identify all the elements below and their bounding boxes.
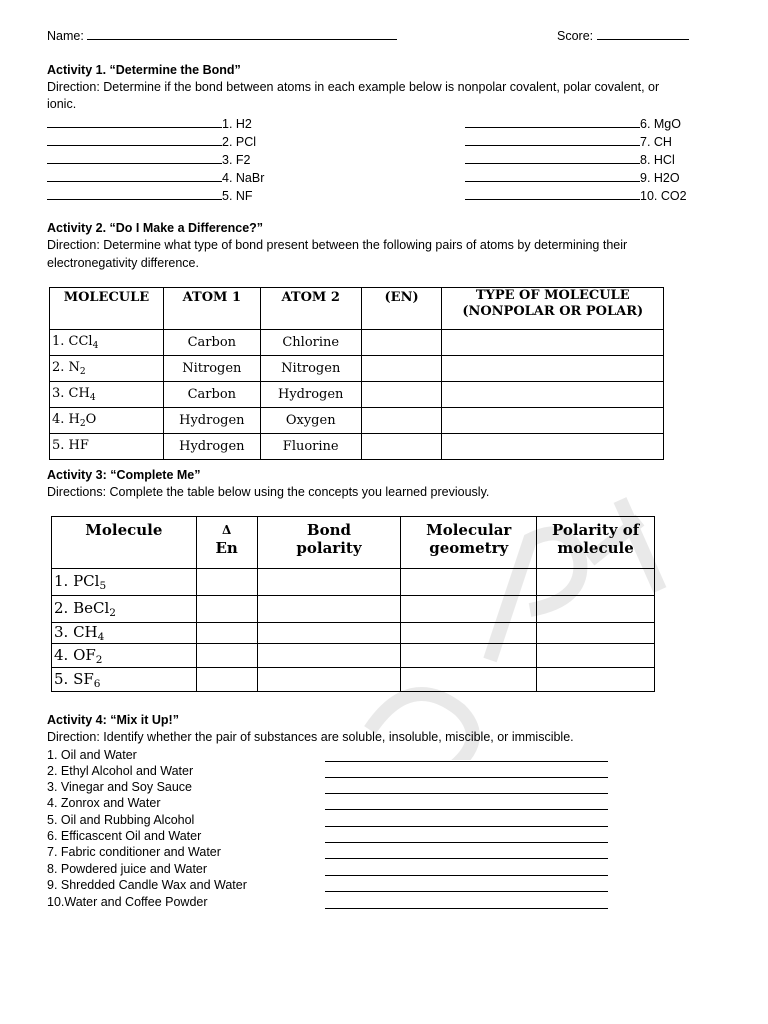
atom2-cell: Oxygen	[260, 408, 361, 434]
table-row	[50, 434, 664, 460]
table-header-row	[52, 517, 655, 569]
answer-blank[interactable]	[325, 761, 608, 762]
answer-blank[interactable]	[47, 169, 222, 182]
table-row	[50, 382, 664, 408]
answer-blank[interactable]	[47, 133, 222, 146]
table-row	[50, 330, 664, 356]
atom1-cell: Hydrogen	[163, 408, 260, 434]
polarity-cell[interactable]	[537, 623, 655, 644]
header-bond-polarity	[257, 517, 401, 569]
molecule-formula: 3. CH	[54, 623, 98, 641]
answer-blank[interactable]	[465, 115, 640, 128]
name-label: Name:	[47, 29, 84, 43]
type-answer-cell[interactable]	[442, 382, 664, 408]
delta-symbol: Δ	[222, 523, 232, 537]
item-label: 4. NaBr	[222, 171, 265, 185]
atom2-cell: Chlorine	[260, 330, 361, 356]
item-label: 2. PCl	[222, 135, 257, 149]
activity1-title: Activity 1. “Determine the Bond”	[47, 63, 241, 77]
subscript: 6	[93, 677, 101, 690]
molecule-formula: 5. HF	[52, 438, 89, 453]
activity1-item	[465, 187, 687, 205]
type-answer-cell[interactable]	[442, 434, 664, 460]
header-type-line2: (NONPOLAR OR POLAR)	[462, 304, 644, 319]
molecule-formula-tail: O	[85, 412, 97, 427]
atom2-cell: Nitrogen	[260, 356, 361, 382]
name-field	[47, 27, 397, 43]
activity4-item: 7. Fabric conditioner and Water	[47, 845, 221, 859]
molecule-cell	[52, 569, 197, 596]
bond-polarity-cell[interactable]	[257, 644, 401, 668]
en-answer-cell[interactable]	[361, 408, 442, 434]
subscript: 2	[79, 367, 86, 377]
subscript: 2	[95, 653, 103, 666]
atom1-cell: Nitrogen	[163, 356, 260, 382]
answer-blank[interactable]	[465, 151, 640, 164]
item-label: 9. H2O	[640, 171, 680, 185]
table-row	[52, 668, 655, 692]
header-molecular-geometry	[401, 517, 537, 569]
geometry-cell[interactable]	[401, 596, 537, 623]
item-label: 5. NF	[222, 189, 253, 203]
geometry-cell[interactable]	[401, 569, 537, 596]
polarity-cell[interactable]	[537, 668, 655, 692]
table-row	[52, 644, 655, 668]
en-answer-cell[interactable]	[196, 569, 257, 596]
bond-polarity-cell[interactable]	[257, 623, 401, 644]
item-label: 7. CH	[640, 135, 672, 149]
activity4-item: 3. Vinegar and Soy Sauce	[47, 780, 193, 794]
header-pol-line1: Polarity of	[551, 521, 640, 539]
answer-blank[interactable]	[325, 826, 608, 827]
header-bond-line2: polarity	[296, 539, 362, 557]
header-delta-en	[196, 517, 257, 569]
atom1-cell: Hydrogen	[163, 434, 260, 460]
answer-blank[interactable]	[325, 809, 608, 810]
geometry-cell[interactable]	[401, 623, 537, 644]
molecule-cell	[50, 356, 164, 382]
atom2-cell: Hydrogen	[260, 382, 361, 408]
item-label: 10. CO2	[640, 189, 687, 203]
molecule-cell	[50, 382, 164, 408]
answer-blank[interactable]	[47, 115, 222, 128]
geometry-cell[interactable]	[401, 668, 537, 692]
type-answer-cell[interactable]	[442, 356, 664, 382]
type-answer-cell[interactable]	[442, 408, 664, 434]
activity2-direction: Direction: Determine what type of bond present between the following pairs of atoms by determining their	[47, 238, 628, 252]
activity2-direction-cont: electronegativity difference.	[47, 256, 199, 270]
activity4-item: 1. Oil and Water	[47, 748, 137, 762]
header-polarity-of-molecule	[537, 517, 655, 569]
score-field	[557, 27, 689, 43]
header-molecule: MOLECULE	[50, 288, 164, 330]
activity4-direction: Direction: Identify whether the pair of substances are soluble, insoluble, miscible, or immiscible.	[47, 730, 574, 744]
answer-blank[interactable]	[325, 842, 608, 843]
answer-blank[interactable]	[325, 858, 608, 859]
polarity-cell[interactable]	[537, 569, 655, 596]
activity3-table	[51, 516, 655, 692]
item-label: 8. HCl	[640, 153, 675, 167]
molecule-formula: 3. CH	[52, 386, 90, 401]
item-label: 1. H2	[222, 117, 252, 131]
header-en: (EN)	[361, 288, 442, 330]
en-answer-cell[interactable]	[196, 623, 257, 644]
activity1-item	[465, 151, 687, 169]
table-row	[50, 408, 664, 434]
header-atom2: ATOM 2	[260, 288, 361, 330]
header-en: En	[215, 539, 238, 557]
activity3-title: Activity 3: “Complete Me”	[47, 468, 201, 482]
bond-polarity-cell[interactable]	[257, 569, 401, 596]
activity4-item: 10.Water and Coffee Powder	[47, 895, 208, 909]
atom1-cell: Carbon	[163, 330, 260, 356]
name-blank[interactable]	[87, 27, 397, 40]
score-label: Score:	[557, 29, 594, 43]
molecule-formula: 1. CCl	[52, 334, 93, 349]
molecule-cell	[50, 434, 164, 460]
molecule-cell	[50, 330, 164, 356]
header-type-line1: TYPE OF MOLECULE	[475, 288, 630, 303]
activity4-item: 6. Efficascent Oil and Water	[47, 829, 202, 843]
activity1-direction: Direction: Determine if the bond between atoms in each example below is nonpolar covalent, polar covalent, or	[47, 80, 660, 94]
header-type	[442, 288, 664, 330]
en-answer-cell[interactable]	[196, 668, 257, 692]
en-answer-cell[interactable]	[196, 644, 257, 668]
en-answer-cell[interactable]	[361, 330, 442, 356]
molecule-formula: 4. H	[52, 412, 80, 427]
activity3-direction: Directions: Complete the table below using the concepts you learned previously.	[47, 485, 490, 499]
subscript: 4	[92, 341, 99, 351]
en-answer-cell[interactable]	[361, 356, 442, 382]
score-blank[interactable]	[597, 27, 689, 40]
activity1-item	[47, 151, 264, 169]
activity1-left-list	[47, 115, 264, 205]
activity1-direction-cont: ionic.	[47, 97, 77, 111]
en-answer-cell[interactable]	[361, 382, 442, 408]
header-atom1: ATOM 1	[163, 288, 260, 330]
subscript: 5	[99, 580, 107, 592]
activity2-title: Activity 2. “Do I Make a Difference?”	[47, 221, 264, 235]
activity1-item	[465, 115, 687, 133]
activity1-item	[47, 187, 264, 205]
activity4-item: 8. Powdered juice and Water	[47, 862, 208, 876]
answer-blank[interactable]	[325, 793, 608, 794]
answer-blank[interactable]	[465, 169, 640, 182]
subscript: 4	[89, 393, 96, 403]
activity2-table	[49, 287, 664, 460]
en-answer-cell[interactable]	[196, 596, 257, 623]
header-molecule: Molecule	[52, 517, 197, 569]
header-pol-line2: molecule	[557, 539, 634, 557]
molecule-formula: 4. OF	[54, 645, 96, 664]
table-header-row	[50, 288, 664, 330]
bond-polarity-cell[interactable]	[257, 596, 401, 623]
molecule-cell	[50, 408, 164, 434]
molecule-cell	[52, 644, 197, 668]
activity4-item: 5. Oil and Rubbing Alcohol	[47, 813, 195, 827]
activity1-item	[47, 169, 264, 187]
en-answer-cell[interactable]	[361, 434, 442, 460]
molecule-cell	[52, 623, 197, 644]
polarity-cell[interactable]	[537, 644, 655, 668]
bond-polarity-cell[interactable]	[257, 668, 401, 692]
activity4-item: 9. Shredded Candle Wax and Water	[47, 878, 247, 892]
molecule-formula: 2. BeCl	[54, 599, 110, 617]
table-row	[52, 623, 655, 644]
header-geo-line1: Molecular	[426, 521, 512, 539]
item-label: 6. MgO	[640, 117, 681, 131]
item-label: 3. F2	[222, 153, 251, 167]
molecule-formula: 1. PCl	[54, 572, 100, 590]
subscript: 2	[79, 419, 86, 429]
subscript: 4	[97, 631, 105, 643]
header-geo-line2: geometry	[429, 539, 509, 557]
activity4-item: 2. Ethyl Alcohol and Water	[47, 764, 194, 778]
atom2-cell: Fluorine	[260, 434, 361, 460]
table-row	[52, 569, 655, 596]
answer-blank[interactable]	[47, 187, 222, 200]
molecule-cell	[52, 668, 197, 692]
molecule-formula: 5. SF	[54, 669, 94, 688]
answer-blank[interactable]	[325, 908, 608, 909]
activity1-item	[47, 115, 264, 133]
type-answer-cell[interactable]	[442, 330, 664, 356]
atom1-cell: Carbon	[163, 382, 260, 408]
molecule-formula: 2. N	[52, 360, 80, 375]
activity1-item	[465, 169, 687, 187]
geometry-cell[interactable]	[401, 644, 537, 668]
answer-blank[interactable]	[465, 187, 640, 200]
answer-blank[interactable]	[325, 891, 608, 892]
molecule-cell	[52, 596, 197, 623]
polarity-cell[interactable]	[537, 596, 655, 623]
header-bond-line1: Bond	[306, 521, 351, 539]
activity1-item	[47, 133, 264, 151]
table-row	[50, 356, 664, 382]
answer-blank[interactable]	[325, 777, 608, 778]
subscript: 2	[109, 607, 116, 619]
answer-blank[interactable]	[325, 875, 608, 876]
answer-blank[interactable]	[465, 133, 640, 146]
table-row	[52, 596, 655, 623]
answer-blank[interactable]	[47, 151, 222, 164]
activity1-item	[465, 133, 687, 151]
activity1-right-list	[465, 115, 687, 205]
activity4-item: 4. Zonrox and Water	[47, 796, 161, 810]
activity4-title: Activity 4: “Mix it Up!”	[47, 713, 179, 727]
